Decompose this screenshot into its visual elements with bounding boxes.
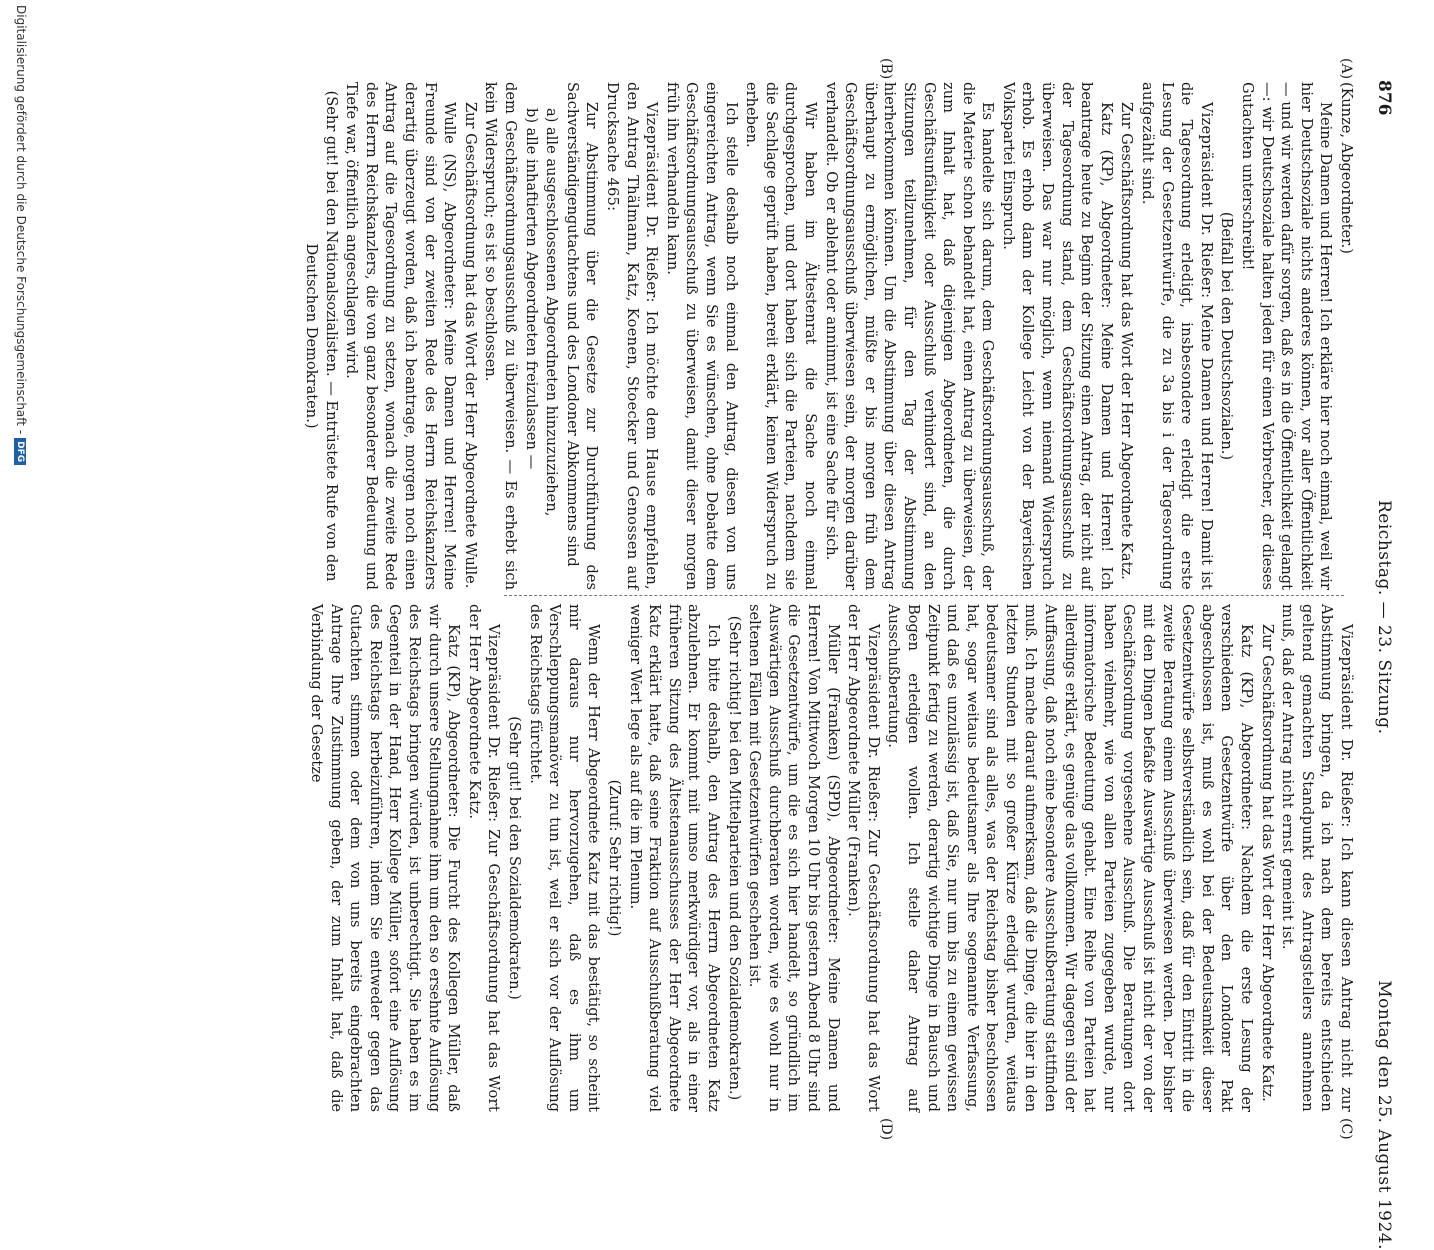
interjection: (Sehr gut! bei den Nationalsozialisten. — Entrüstete Rufe von den Deutschen Demokraten.) (303, 90, 340, 582)
column-divider (504, 595, 1344, 596)
paragraph: Wir haben im Ältestenrat die Sache noch einmal durchgesprochen, und dort haben sich die Parteien, nachdem sie die Sachlage geprüft haben, bereit erklärt, keinen Widerspruch zu erheben. (743, 82, 819, 590)
margin-letter-d: (D) (878, 1118, 894, 1141)
paragraph: Zur Geschäftsordnung hat das Wort der Herr Abgeordnete Katz. (1118, 102, 1136, 580)
footer-text: Digitalisierung gefördert durch die Deutsche Forschungsgemeinschaft - (14, 5, 28, 435)
paragraph: Katz (KP), Abgeordneter: Meine Damen und Herren! Ich beantrage heute zu Beginn der Sitzung einen Antrag, der nicht auf der Tagesordnung stand, dem Geschäftsordnungsausschuß zu überweisen. Das war nur möglich, wenn niemand Widerspruch erhob. Es erhob dann der Kollege Leicht von der Bayerischen Volkspartei Einspruch. (999, 82, 1115, 590)
interjection: (Zuruf: Sehr richtig!) (606, 779, 624, 937)
interjection: (Sehr gut! bei den Sozialdemokraten.) (506, 716, 524, 1000)
right-column (308, 604, 1356, 1112)
session-date: Montag den 25. August 1924. (1374, 980, 1394, 1250)
margin-letter-b: (B) (878, 58, 894, 80)
paragraph: Es handelte sich darum, dem Geschäftsordnungsausschuß, der die Materie schon behandelt hat, einen Antrag zu überweisen, der zum Inhalt hat, daß diejenigen Abgeordneten, die durch Geschäftsunfähigkeit oder Ausschluß verhindert sind, an den Sitzungen teilzunehmen, für den Tag der Abstimmung hierherkommen können. Um die Abstimmung über diesen Antrag überhaupt zu ermöglichen, müßte er bis morgen früh dem Geschäftsordnungsausschuß überwiesen sein, der morgen darüber verhandelt. Ob er ablehnt oder annimmt, ist eine Sache für sich. (822, 82, 997, 590)
list-item: a) alle ausgeschlossenen Abgeordneten hinzuzuziehen, (543, 108, 561, 517)
margin-letter-a: (A) (1338, 58, 1354, 80)
running-header (1364, 80, 1394, 1250)
dfg-logo-icon: DFG (14, 438, 26, 465)
paragraph: Katz (KP), Abgeordneter: Die Furcht des Kollegen Müller, daß wir durch unsere Stellungnahme ihm um den so ersehnte Auflösung des Reichstags bringen würden, ist unberechtigt. Sie haben es im Gegenteil in der Hand, Herr Kollege Müller, sofort eine Auflösung des Reichstags herbeizuführen, indem Sie entweder gegen das Gutachten stimmen oder dem von uns bereits eingebrachten Antrage Ihre Zustimmung geben, der zum Inhalt hat, daß die Verbindung der Gesetze (308, 604, 463, 1112)
interjection: (Sehr richtig! bei den Mittelparteien und den Sozialdemokraten.) (725, 615, 743, 1101)
session-title: Reichstag. — 23. Sitzung. (1374, 500, 1394, 735)
paragraph: Wulle (NS), Abgeordneter: Meine Damen und Herren! Meine Freunde sind von der zweiten Rede des Herrn Reichskanzlers derartig überzeugt worden, daß ich beantrage, morgen noch einen Antrag auf die Tagesordnung zu setzen, wonach die zweite Rede des Herrn Reichskanzlers, die von ganz besonderer Bedeutung und Tiefe war, öffentlich angeschlagen wird. (343, 82, 459, 590)
speaker-continuation: (Kunze, Abgeordneter.) (1338, 82, 1355, 254)
paragraph: Vizepräsident Dr. Rießer: Ich kann diesen Antrag nicht zur Abstimmung bringen, da ich nach dem bereits entschieden geltend gemachten Standpunkt des Antragstellers annehmen muß, daß der Antrag nicht ernst gemeint ist. (1279, 604, 1355, 1112)
paragraph: Vizepräsident Dr. Rießer: Meine Damen und Herren! Damit ist die Tagesordnung erledigt, insbesondere erledigt die erste Lesung der Gesetzentwürfe, die zu 3a bis i der Tagesordnung aufgezählt sind. (1139, 82, 1215, 590)
paragraph: Zur Geschäftsordnung hat das Wort der Herr Abgeordnete Katz. (1258, 624, 1276, 1102)
page-number: 876 (1374, 80, 1394, 116)
paragraph: Vizepräsident Dr. Rießer: Ich möchte dem Hause empfehlen, den Antrag Thälmann, Katz, Koenen, Stoecker und Genossen auf Drucksache 465: (604, 82, 661, 590)
list-item: b) alle inhaftierten Abgeordneten freizulassen — (522, 108, 540, 470)
paragraph: Müller (Franken) (SPD), Abgeordneter: Meine Damen und Herren! Von Mittwoch Morgen 10 Uhr bis gestern Abend 8 Uhr sind die Gesetzentwürfe, um die es sich hier handelt, so gründlich im Auswärtigen Ausschuß durchberaten worden, wie es wohl nur in seltenen Fällen mit Gesetzentwürfen geschehen ist. (746, 604, 842, 1112)
paragraph: Ich stelle deshalb noch einmal den Antrag, diesen von uns eingereichten Antrag, wenn Sie es wünschen, ohne Debatte dem Geschäftsordnungsausschuß zu überweisen, damit dieser morgen früh ihn verhandeln kann. (663, 82, 740, 590)
left-column (303, 82, 1356, 590)
paragraph: Wenn der Herr Abgeordnete Katz mit das bestätigt, so scheint mir daraus nur hervorzugehen, daß es ihm um Verschleppungsmanöver zu tun ist, weil er sich vor der Auflösung des Reichstags fürchtet. (526, 604, 603, 1112)
paragraph: Ich bitte deshalb, den Antrag des Herrn Abgeordneten Katz abzulehnen. Er kommt mit umso merkwürdiger vor, als in einer früheren Sitzung des Ältestenausschusses der Herr Abgeordnete Katz erklärt hatte, daß seine Fraktion auf Ausschußberatung viel weniger Wert lege als auf die im Plenum. (626, 604, 722, 1112)
paragraph: dem Geschäftsordnungsausschuß zu überweisen. — Es erhebt sich kein Widerspruch; es ist so beschlossen. (482, 82, 520, 590)
margin-letter-c: (C) (1338, 1118, 1354, 1140)
paragraph: Vizepräsident Dr. Rießer: Zur Geschäftsordnung hat das Wort der Herr Abgeordnete Katz. (465, 604, 503, 1112)
digitization-footer (14, 5, 28, 995)
paragraph: Vizepräsident Dr. Rießer: Zur Geschäftsordnung hat das Wort der Herr Abgeordnete Müller (Franken). (845, 604, 882, 1112)
paragraph: Zur Abstimmung über die Gesetze zur Durchführung des Sachverständigengutachtens und des Londoner Abkommens sind (563, 82, 601, 590)
interjection: (Beifall bei den Deutschsozialen.) (1218, 211, 1236, 461)
paragraph: Zur Geschäftsordnung hat das Wort der Herr Abgeordnete Wulle. (461, 102, 479, 589)
paragraph: Meine Damen und Herren! Ich erkläre hier noch einmal, weil wir hier Deutschsoziale nichts anderes können, vor aller Öffentlichkeit — und wir werden dafür sorgen, daß es in die Öffentlichkeit gelangt —: wir Deutschsoziale halten jeden für einen Verbrecher, der dieses Gutachten unterschreibt! (1239, 82, 1335, 590)
paragraph: Katz (KP), Abgeordneter: Nachdem die erste Lesung der verschiedenen Gesetzentwürfe über den Londoner Pakt abgeschlossen ist, muß es wohl bei der Bedeutsamkeit dieser Gesetzentwürfe selbstverständlich sein, daß für den Eintritt in die zweite Beratung einem Ausschuß überwiesen werden. Der bisher mit den Dingen befaßte Auswärtige Ausschuß ist nicht der von der Geschäftsordnung vorgesehene Ausschuß. Die Beratungen dort haben vielmehr, wie von allen Parteien zugegeben wurde, nur informatorische Bedeutung gehabt. Eine Reihe von Parteien hat allerdings erklärt, es genüge das vollkommen. Wir dagegen sind der Auffassung, daß noch eine besondere Ausschußberatung stattfinden muß. Ich mache darauf aufmerksam, daß die Dinge, die hier in den letzten Stunden mit so großer Kürze erledigt wurden, weitaus bedeutsamer sind als alles, was der Reichstag bisher beschlossen hat, sogar weitaus bedeutsamer als Ihre sogenannte Verfassung, und daß es unzulässig ist, daß Sie, nur um bis zu einem gewissen Zeitpunkt fertig zu werden, derartig wichtige Dinge in Bausch und Bogen erledigen wollen. Ich stelle daher Antrag auf Ausschußberatung. (885, 604, 1256, 1112)
